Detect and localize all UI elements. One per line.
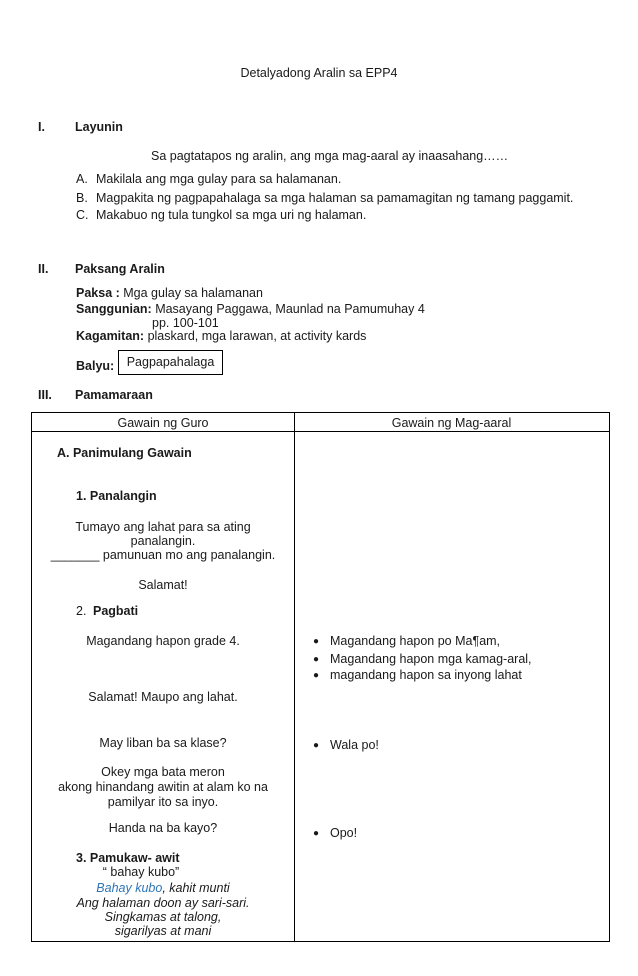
ready-reply: Opo! — [330, 826, 358, 840]
table-header-divider — [31, 431, 609, 432]
sanggunian-line — [76, 302, 425, 316]
table-column-divider — [294, 412, 295, 941]
balyu-box — [118, 350, 223, 375]
sanggunian-value: Masayang Paggawa, Maunlad na Pamumuhay 4 — [155, 302, 425, 316]
document-title: Detalyadong Aralin sa EPP4 — [240, 66, 398, 80]
lyric-line-2: Ang halaman doon ay sari-sari. — [76, 896, 250, 910]
panalangin-line-2: panalangin. — [130, 534, 196, 548]
greeting-reply-2: Magandang hapon mga kamag-aral, — [330, 652, 532, 666]
section-3-heading: Pamamaraan — [75, 388, 153, 402]
song-intro-line-3: pamilyar ito sa inyo. — [107, 795, 219, 809]
objective-c: Makabuo ng tula tungkol sa mga uri ng halaman. — [96, 208, 367, 222]
kagamitan-value: plaskard, mga larawan, at activity kards — [147, 329, 367, 343]
kagamitan-label: Kagamitan: — [76, 329, 145, 343]
kagamitan-line — [76, 329, 366, 343]
panalangin-line-3: _______ pamunuan mo ang panalangin. — [50, 548, 276, 562]
greeting-reply-3: magandang hapon sa inyong lahat — [330, 668, 522, 682]
panalangin-heading: 1. Panalangin — [76, 489, 157, 503]
section-1-number: I. — [38, 120, 45, 134]
song-intro-line-1: Okey mga bata meron — [101, 765, 225, 779]
lyric-line-1-rest: , kahit munti — [162, 881, 230, 895]
greeting-reply-1: Magandang hapon po Ma¶am, — [330, 634, 501, 648]
bullet-icon: ● — [313, 636, 320, 647]
sit-down-line: Salamat! Maupo ang lahat. — [88, 690, 238, 704]
sanggunian-pages: pp. 100-101 — [152, 316, 219, 330]
paksa-label: Paksa : — [76, 286, 120, 300]
song-title: “ bahay kubo” — [102, 865, 180, 879]
attendance-question: May liban ba sa klase? — [99, 736, 227, 750]
bullet-icon: ● — [313, 670, 320, 681]
objectives-intro: Sa pagtatapos ng aralin, ang mga mag-aaral ay inaasahang…… — [151, 149, 509, 163]
pagbati-number: 2. — [76, 604, 87, 618]
bullet-icon: ● — [313, 654, 320, 665]
song-intro-line-2: akong hinandang awitin at alam ko na — [58, 780, 268, 794]
lyric-line-3: Singkamas at talong, — [104, 910, 222, 924]
panalangin-line-4: Salamat! — [138, 578, 188, 592]
objective-a: Makilala ang mga gulay para sa halamanan. — [96, 172, 342, 186]
balyu-label: Balyu: — [76, 359, 115, 373]
part-a-heading: A. Panimulang Gawain — [57, 446, 192, 460]
section-1-heading: Layunin — [75, 120, 123, 134]
lyric-line-1-highlight: Bahay kubo — [96, 881, 163, 895]
attendance-reply: Wala po! — [330, 738, 379, 752]
lyric-line-4: sigarilyas at mani — [114, 924, 212, 938]
section-2-heading: Paksang Aralin — [75, 262, 165, 276]
pamukaw-awit-heading: 3. Pamukaw- awit — [76, 851, 180, 865]
paksa-value: Mga gulay sa halamanan — [123, 286, 263, 300]
objective-b-letter: B. — [76, 191, 88, 205]
table-header-magaaral: Gawain ng Mag-aaral — [391, 416, 512, 430]
objective-b: Magpakita ng pagpapahalaga sa mga halaman sa pamamagitan ng tamang paggamit. — [96, 191, 574, 205]
section-2-number: II. — [38, 262, 49, 276]
objective-a-letter: A. — [76, 172, 88, 186]
bullet-icon: ● — [313, 740, 320, 751]
table-header-guro: Gawain ng Guro — [117, 416, 209, 430]
objective-c-letter: C. — [76, 208, 89, 222]
greeting-line: Magandang hapon grade 4. — [86, 634, 240, 648]
ready-question: Handa na ba kayo? — [108, 821, 218, 835]
panalangin-line-1: Tumayo ang lahat para sa ating — [75, 520, 251, 534]
lyric-line-1 — [32, 881, 294, 895]
balyu-value: Pagpapahalaga — [126, 355, 215, 369]
paksa-line — [76, 286, 263, 300]
pagbati-heading: Pagbati — [93, 604, 139, 618]
sanggunian-label: Sanggunian: — [76, 302, 152, 316]
bullet-icon: ● — [313, 828, 320, 839]
section-3-number: III. — [38, 388, 52, 402]
